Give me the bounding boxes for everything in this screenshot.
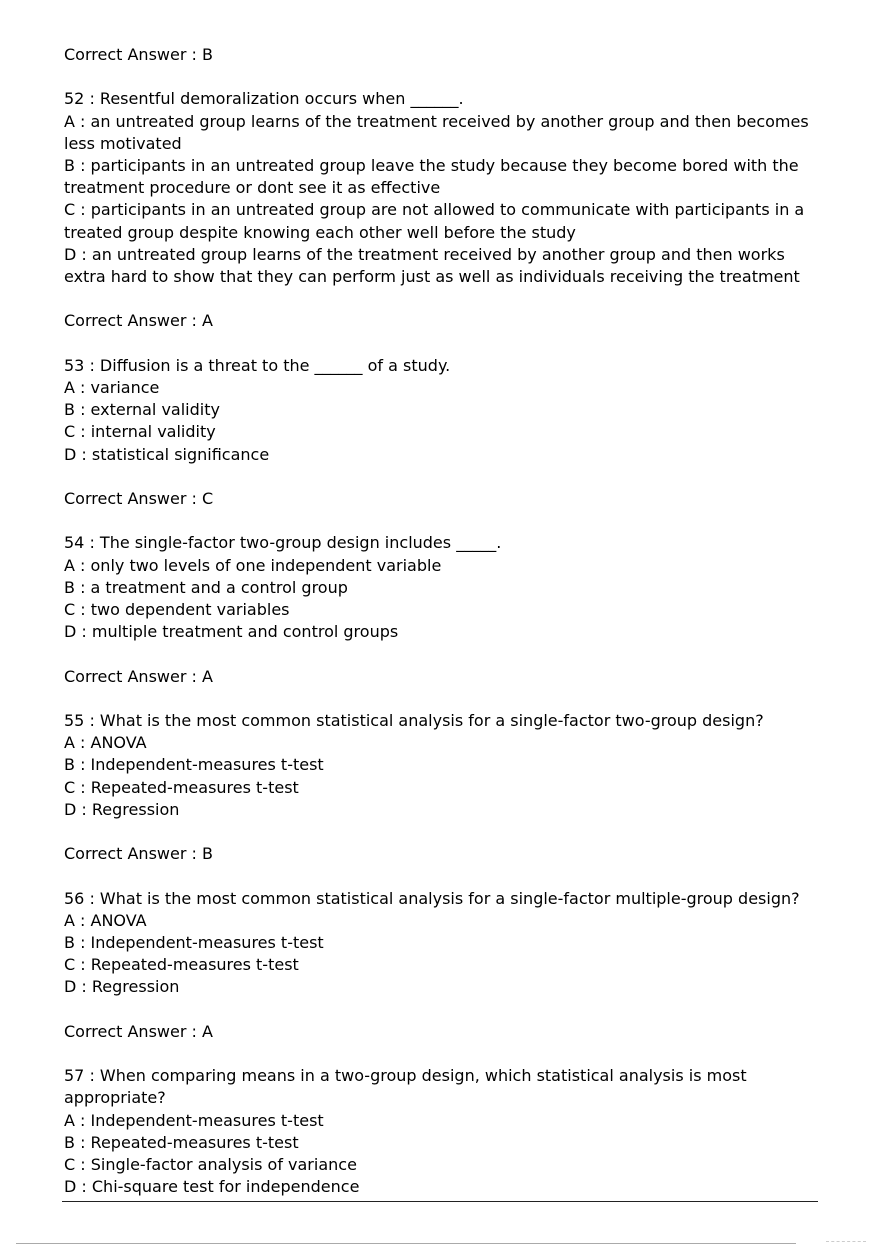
answer-53-block xyxy=(64,488,814,510)
question-55-option-a: A : ANOVA xyxy=(64,733,147,753)
question-57-option-b: B : Repeated-measures t-test xyxy=(64,1132,299,1152)
question-57-text: 57 : When comparing means in a two-group design, which statistical analysis is most appropriate? xyxy=(64,1066,747,1108)
question-56-text: 56 : What is the most common statistical analysis for a single-factor multiple-group design? xyxy=(64,888,800,908)
question-53-option-a: A : variance xyxy=(64,378,160,397)
question-56-option-b: B : Independent-measures t-test xyxy=(64,932,324,952)
question-52-option-d: D : an untreated group learns of the treatment received by another group and then works extra hard to show that they can perform just as well as individuals receiving the treatment xyxy=(64,244,800,287)
question-55-text: 55 : What is the most common statistical analysis for a single-factor two-group design? xyxy=(64,710,764,730)
correct-answer-52: Correct Answer : A xyxy=(64,311,213,331)
question-57-option-c: C : Single-factor analysis of variance xyxy=(64,1154,357,1174)
question-52-text: 52 : Resentful demoralization occurs when ______. xyxy=(64,89,464,109)
question-55 xyxy=(64,710,814,821)
page-footer-divider xyxy=(62,1201,818,1202)
question-54-option-a: A : only two levels of one independent variable xyxy=(64,555,442,575)
correct-answer-54: Correct Answer : A xyxy=(64,666,213,686)
question-52 xyxy=(64,88,814,288)
question-56-option-c: C : Repeated-measures t-test xyxy=(64,955,299,975)
question-56-option-a: A : ANOVA xyxy=(64,910,147,930)
question-52-option-b: B : participants in an untreated group leave the study because they become bored with the treatment procedure or dont see it as effective xyxy=(64,156,799,198)
question-56-option-d: D : Regression xyxy=(64,977,180,997)
question-53-option-d: D : statistical significance xyxy=(64,444,270,464)
page-bottom-divider xyxy=(16,1243,796,1244)
question-53-option-b: B : external validity xyxy=(64,400,220,420)
question-54 xyxy=(64,532,814,643)
question-53 xyxy=(64,355,814,466)
previous-answer-block xyxy=(64,44,814,66)
question-55-option-c: C : Repeated-measures t-test xyxy=(64,777,299,797)
question-57-option-a: A : Independent-measures t-test xyxy=(64,1110,324,1130)
question-52-option-a: A : an untreated group learns of the treatment received by another group and then becomes less motivated xyxy=(64,111,809,153)
page-corner-mark xyxy=(826,1241,866,1242)
question-56 xyxy=(64,888,814,999)
correct-answer-51: Correct Answer : B xyxy=(64,45,213,64)
question-57 xyxy=(64,1065,814,1198)
correct-answer-55: Correct Answer : B xyxy=(64,844,213,864)
correct-answer-53: Correct Answer : C xyxy=(64,489,214,508)
question-54-option-d: D : multiple treatment and control groups xyxy=(64,622,399,642)
question-53-option-c: C : internal validity xyxy=(64,422,216,442)
answer-54-block xyxy=(64,666,814,688)
question-53-text: 53 : Diffusion is a threat to the ______ of a study. xyxy=(64,355,451,375)
answer-52-block xyxy=(64,310,814,332)
answer-55-block xyxy=(64,843,814,865)
question-54-text: 54 : The single-factor two-group design includes _____. xyxy=(64,533,502,553)
question-54-option-c: C : two dependent variables xyxy=(64,600,290,619)
question-54-option-b: B : a treatment and a control group xyxy=(64,577,348,597)
question-52-option-c: C : participants in an untreated group are not allowed to communicate with participants in a treated group despite knowing each other well before the study xyxy=(64,200,805,242)
correct-answer-56: Correct Answer : A xyxy=(64,1021,213,1041)
question-55-option-b: B : Independent-measures t-test xyxy=(64,755,324,775)
question-57-option-d: D : Chi-square test for independence xyxy=(64,1177,360,1197)
question-55-option-d: D : Regression xyxy=(64,799,180,819)
answer-56-block xyxy=(64,1021,814,1043)
document-page xyxy=(64,44,814,1198)
